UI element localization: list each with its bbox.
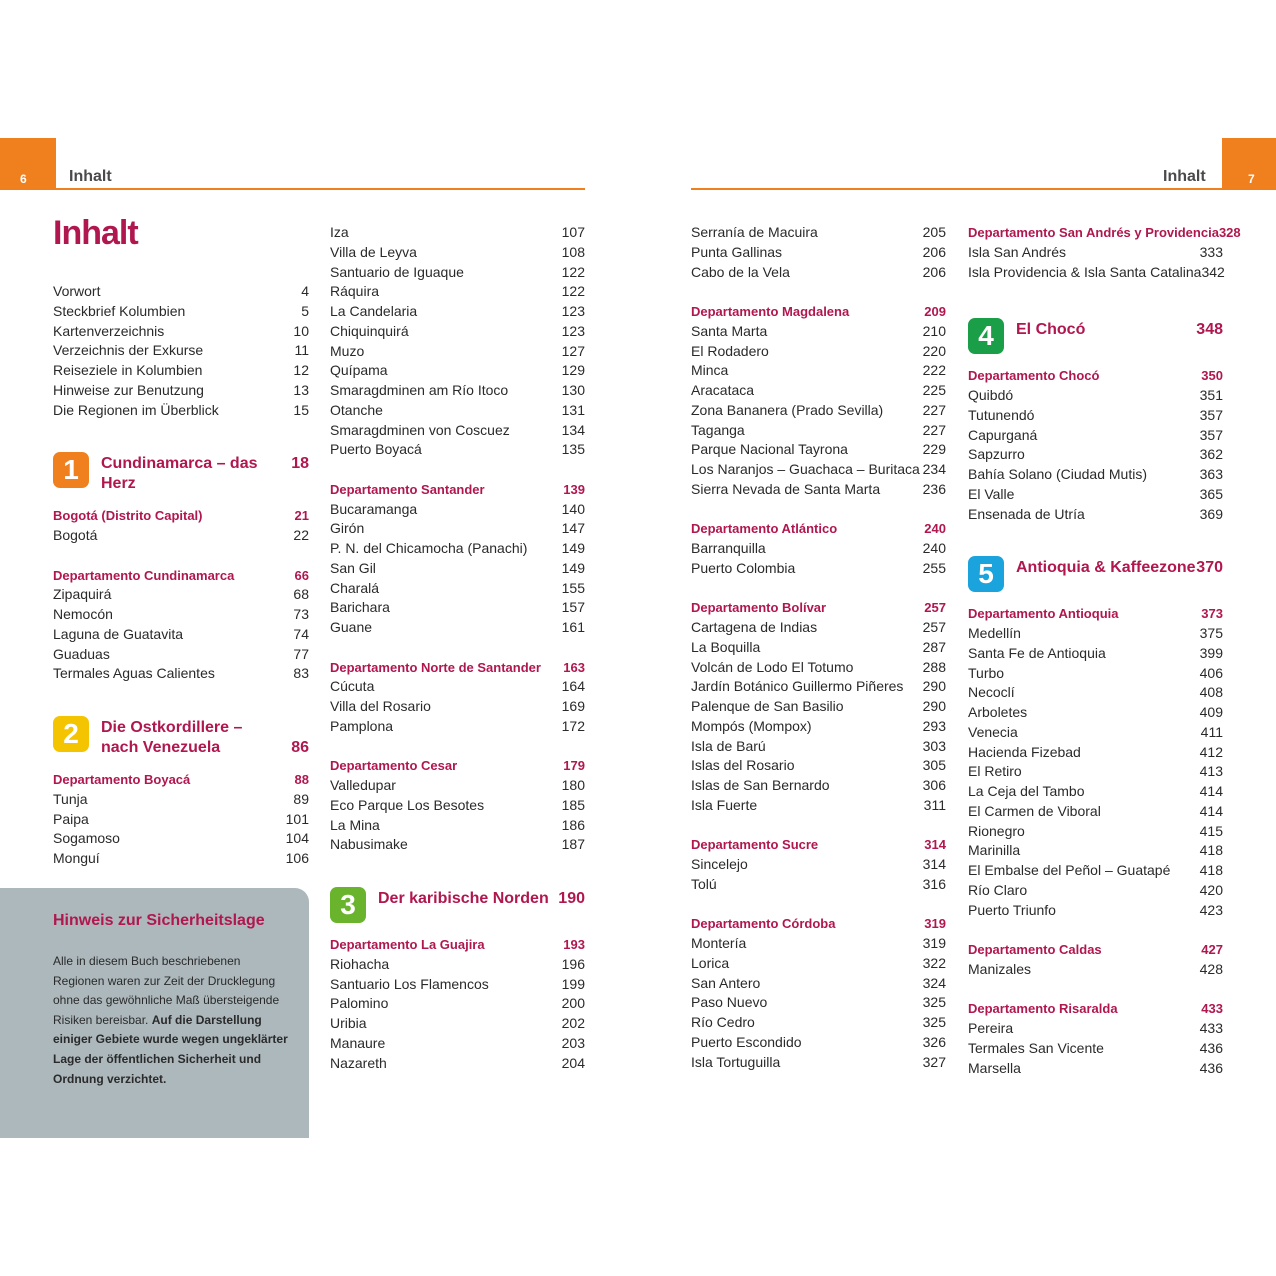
toc-entry[interactable]: Marsella 436 <box>968 1059 1223 1076</box>
toc-entry[interactable]: Aracataca 225 <box>691 382 946 398</box>
section-heading[interactable]: Departamento Santander 139 <box>330 481 585 497</box>
section-heading[interactable]: Departamento Chocó 350 <box>968 368 1223 384</box>
toc-entry[interactable]: Parque Nacional Tayrona 229 <box>691 441 946 458</box>
toc-entry[interactable]: San Antero 324 <box>691 974 946 991</box>
toc-entry[interactable]: El Retiro 413 <box>968 763 1223 780</box>
region-title: Cundinamarca – das Herz <box>101 455 258 493</box>
toc-entry[interactable]: Eco Parque Los Besotes 185 <box>330 796 585 813</box>
toc-entry[interactable]: Tolú 316 <box>691 875 946 892</box>
toc-entry[interactable]: El Rodadero 220 <box>691 342 946 359</box>
toc-column-3 <box>691 223 946 1072</box>
section-heading[interactable]: Departamento Boyacá 88 <box>53 772 309 787</box>
toc-entry[interactable]: Charalá 155 <box>330 579 585 596</box>
section-heading[interactable]: Departamento Cundinamarca 66 <box>53 567 309 583</box>
toc-entry[interactable]: Hinweise zur Benutzung 13 <box>53 381 309 398</box>
toc-entry[interactable]: Verzeichnis der Exkurse 11 <box>53 342 309 359</box>
toc-entry[interactable]: Girón 147 <box>330 520 585 537</box>
notice-text <box>53 952 295 1089</box>
running-head-right: Inhalt <box>1163 168 1206 185</box>
region-page: 190 <box>558 890 585 907</box>
toc-entry[interactable]: Arboletes 409 <box>968 704 1223 720</box>
toc-entry[interactable]: Isla Fuerte 311 <box>691 796 946 813</box>
toc-entry[interactable]: La Ceja del Tambo 414 <box>968 783 1223 799</box>
toc-entry[interactable]: Villa de Leyva 108 <box>330 243 585 260</box>
toc-column-2 <box>330 223 585 1073</box>
toc-entry[interactable]: San Gil 149 <box>330 559 585 576</box>
toc-entry[interactable]: Puerto Escondido 326 <box>691 1033 946 1050</box>
toc-entry[interactable]: Sincelejo 314 <box>691 856 946 872</box>
section-heading[interactable]: Departamento Sucre 314 <box>691 837 946 853</box>
toc-entry[interactable]: Bucaramanga 140 <box>330 500 585 517</box>
toc-entry[interactable]: Sapzurro 362 <box>968 446 1223 463</box>
toc-entry[interactable]: Marinilla 418 <box>968 842 1223 859</box>
toc-entry[interactable]: Villa del Rosario 169 <box>330 698 585 714</box>
toc-entry[interactable]: Cartagena de Indias 257 <box>691 619 946 635</box>
toc-entry[interactable]: Isla de Barú 303 <box>691 737 946 754</box>
toc-entry[interactable]: Ráquira 122 <box>330 283 585 300</box>
toc-entry[interactable]: Manizales 428 <box>968 960 1223 977</box>
toc-entry[interactable]: Otanche 131 <box>330 401 585 418</box>
toc-entry[interactable]: Steckbrief Kolumbien 5 <box>53 302 309 319</box>
region-title: Die Ostkordillere – nach Venezuela <box>101 719 243 756</box>
toc-column-4 <box>968 223 1241 1078</box>
region-number-badge: 1 <box>53 452 89 488</box>
region-page: 18 <box>291 455 309 473</box>
toc-entry[interactable]: Isla Providencia & Isla Santa Catalina 342 <box>968 263 1225 280</box>
toc-entry[interactable]: Barichara 157 <box>330 599 585 616</box>
toc-entry[interactable]: Uribia 202 <box>330 1015 585 1031</box>
toc-entry[interactable]: Pamplona 172 <box>330 717 585 734</box>
toc-entry[interactable]: Isla Tortuguilla 327 <box>691 1053 946 1070</box>
toc-entry[interactable]: Nazareth 204 <box>330 1054 585 1071</box>
toc-entry[interactable]: El Valle 365 <box>968 485 1223 502</box>
safety-notice-box <box>0 888 309 1138</box>
running-head-left: Inhalt <box>69 168 112 185</box>
toc-entry[interactable]: Santa Marta 210 <box>691 322 946 339</box>
toc-entry[interactable]: Taganga 227 <box>691 421 946 438</box>
header-rule-left <box>56 188 585 190</box>
region-title: El Chocó <box>1016 321 1086 339</box>
section-heading[interactable]: Departamento Antioquia 373 <box>968 606 1223 622</box>
toc-entry[interactable]: Puerto Colombia 255 <box>691 559 946 576</box>
toc-column-1 <box>53 282 309 869</box>
region-3-heading[interactable] <box>330 887 585 923</box>
toc-entry[interactable]: Die Regionen im Überblick 15 <box>53 401 309 418</box>
toc-entry[interactable]: Nabusimake 187 <box>330 836 585 853</box>
toc-entry[interactable]: Sogamoso 104 <box>53 830 309 847</box>
toc-entry[interactable]: Quípama 129 <box>330 362 585 379</box>
toc-entry[interactable]: Lorica 322 <box>691 954 946 971</box>
region-title: Der karibische Norden <box>378 890 549 907</box>
region-1-heading[interactable] <box>53 452 309 494</box>
toc-entry[interactable]: Palenque de San Basilio 290 <box>691 698 946 714</box>
toc-entry[interactable]: Reiseziele in Kolumbien 12 <box>53 362 309 378</box>
section-heading[interactable]: Bogotá (Distrito Capital) 21 <box>53 508 309 524</box>
toc-entry[interactable]: Tutunendó 357 <box>968 406 1223 423</box>
toc-entry[interactable]: Capurganá 357 <box>968 426 1223 443</box>
toc-entry[interactable]: Puerto Triunfo 423 <box>968 901 1223 918</box>
toc-entry[interactable]: Monguí 106 <box>53 850 309 866</box>
toc-entry[interactable]: Smaragdminen von Coscuez 134 <box>330 421 585 438</box>
toc-entry[interactable]: Los Naranjos – Guachaca – Buritaca 234 <box>691 461 946 477</box>
region-page: 86 <box>291 739 309 756</box>
section-heading[interactable]: Departamento La Guajira 193 <box>330 937 585 952</box>
toc-entry[interactable]: Santuario Los Flamencos 199 <box>330 975 585 992</box>
toc-entry[interactable]: Cúcuta 164 <box>330 678 585 695</box>
toc-entry[interactable]: Serranía de Macuira 205 <box>691 224 946 240</box>
notice-text-bold: Auf die Darstellung einiger Gebiete wurde wegen ungeklärter Lage der öffentlichen Sicherheit und Ordnung verzichtet. <box>53 1012 288 1086</box>
toc-entry[interactable]: Cabo de la Vela 206 <box>691 263 946 280</box>
section-heading[interactable]: Departamento Norte de Santander 163 <box>330 659 585 675</box>
region-number-badge: 5 <box>968 556 1004 592</box>
section-heading[interactable]: Departamento Risaralda 433 <box>968 1001 1223 1017</box>
toc-entry[interactable]: Guaduas 77 <box>53 645 309 662</box>
toc-entry[interactable]: Islas del Rosario 305 <box>691 757 946 774</box>
region-number-badge: 4 <box>968 318 1004 354</box>
toc-entry[interactable]: Paipa 101 <box>53 810 309 827</box>
region-number-badge: 3 <box>330 887 366 923</box>
toc-entry[interactable]: La Candelaria 123 <box>330 303 585 319</box>
section-heading[interactable]: Departamento Bolívar 257 <box>691 600 946 616</box>
toc-entry[interactable]: Volcán de Lodo El Totumo 288 <box>691 658 946 675</box>
toc-entry[interactable]: Barranquilla 240 <box>691 540 946 556</box>
region-5-heading[interactable] <box>968 556 1223 592</box>
toc-entry[interactable]: Turbo 406 <box>968 664 1223 681</box>
toc-entry[interactable]: Nemocón 73 <box>53 606 309 622</box>
page-title: Inhalt <box>53 214 138 252</box>
toc-entry[interactable]: Riohacha 196 <box>330 955 585 972</box>
section-heading[interactable]: Departamento Atlántico 240 <box>691 521 946 537</box>
toc-entry[interactable]: Manaure 203 <box>330 1034 585 1051</box>
toc-entry[interactable]: Muzo 127 <box>330 342 585 359</box>
toc-entry[interactable]: Termales Aguas Calientes 83 <box>53 665 309 682</box>
toc-entry[interactable]: Río Claro 420 <box>968 881 1223 898</box>
toc-entry[interactable]: P. N. del Chicamocha (Panachi) 149 <box>330 540 585 556</box>
region-page: 348 <box>1196 321 1223 339</box>
toc-entry[interactable]: Iza 107 <box>330 224 585 240</box>
toc-entry[interactable]: Pereira 433 <box>968 1020 1223 1036</box>
toc-entry[interactable]: Santa Fe de Antioquia 399 <box>968 644 1223 661</box>
toc-entry[interactable]: Ensenada de Utría 369 <box>968 505 1223 522</box>
page-number-tab-right <box>1222 138 1276 190</box>
toc-entry[interactable]: Río Cedro 325 <box>691 1014 946 1030</box>
toc-entry[interactable]: Punta Gallinas 206 <box>691 243 946 260</box>
section-heading[interactable]: Departamento Magdalena 209 <box>691 304 946 319</box>
region-title: Antioquia & Kaffeezone <box>1016 559 1196 577</box>
section-heading[interactable]: Departamento Cesar 179 <box>330 758 585 774</box>
toc-entry[interactable]: Rionegro 415 <box>968 822 1223 839</box>
page-number-left: 6 <box>20 172 27 186</box>
toc-entry[interactable]: Zipaquirá 68 <box>53 586 309 603</box>
toc-entry[interactable]: Isla San Andrés 333 <box>968 243 1223 260</box>
toc-entry[interactable]: Chiquinquirá 123 <box>330 322 585 339</box>
toc-entry[interactable]: Islas de San Bernardo 306 <box>691 777 946 793</box>
toc-entry[interactable]: El Embalse del Peñol – Guatapé 418 <box>968 862 1223 878</box>
notice-text-plain: Alle in diesem Buch beschriebenen Regionen waren zur Zeit der Drucklegung ohne das gewöhnliche Maß übersteigende Risiken bereisbar. <box>53 954 280 1027</box>
region-page: 370 <box>1196 559 1223 577</box>
toc-entry[interactable]: Bahía Solano (Ciudad Mutis) 363 <box>968 466 1223 482</box>
toc-entry[interactable]: Medellín 375 <box>968 625 1223 641</box>
toc-entry[interactable]: Bogotá 22 <box>53 527 309 543</box>
toc-entry[interactable]: Quibdó 351 <box>968 387 1223 403</box>
toc-entry[interactable]: Puerto Boyacá 135 <box>330 441 585 458</box>
region-2-heading[interactable] <box>53 716 309 758</box>
toc-entry[interactable]: La Mina 186 <box>330 816 585 833</box>
toc-entry[interactable]: La Boquilla 287 <box>691 638 946 655</box>
toc-entry[interactable]: Santuario de Iguaque 122 <box>330 263 585 280</box>
toc-entry[interactable]: Palomino 200 <box>330 995 585 1012</box>
toc-entry[interactable]: Laguna de Guatavita 74 <box>53 625 309 642</box>
toc-entry[interactable]: Mompós (Mompox) 293 <box>691 717 946 734</box>
toc-entry[interactable]: Venecia 411 <box>968 723 1223 740</box>
front-matter-list <box>53 282 309 420</box>
toc-entry[interactable]: Minca 222 <box>691 362 946 379</box>
toc-entry[interactable]: Hacienda Fizebad 412 <box>968 743 1223 760</box>
toc-entry[interactable]: Sierra Nevada de Santa Marta 236 <box>691 480 946 497</box>
toc-entry[interactable]: El Carmen de Viboral 414 <box>968 802 1223 819</box>
page-number-tab-left <box>0 138 56 190</box>
region-number-badge: 2 <box>53 716 89 752</box>
notice-title: Hinweis zur Sicherheitslage <box>53 912 265 929</box>
toc-entry[interactable]: Kartenverzeichnis 10 <box>53 322 309 339</box>
toc-entry[interactable]: Tunja 89 <box>53 790 309 807</box>
section-heading[interactable]: Departamento Caldas 427 <box>968 942 1223 957</box>
toc-entry[interactable]: Necoclí 408 <box>968 684 1223 701</box>
toc-entry[interactable]: Guane 161 <box>330 619 585 635</box>
toc-entry[interactable]: Smaragdminen am Río Itoco 130 <box>330 382 585 398</box>
section-heading[interactable]: Departamento San Andrés y Providencia 328 <box>968 225 1241 240</box>
toc-entry[interactable]: Vorwort 4 <box>53 283 309 299</box>
toc-entry[interactable]: Montería 319 <box>691 935 946 951</box>
page-number-right: 7 <box>1248 172 1255 186</box>
toc-entry[interactable]: Zona Bananera (Prado Sevilla) 227 <box>691 401 946 418</box>
toc-entry[interactable]: Paso Nuevo 325 <box>691 994 946 1011</box>
section-heading[interactable]: Departamento Córdoba 319 <box>691 916 946 932</box>
header-rule-right <box>691 188 1222 190</box>
toc-entry[interactable]: Termales San Vicente 436 <box>968 1039 1223 1056</box>
toc-entry[interactable]: Valledupar 180 <box>330 777 585 793</box>
region-4-heading[interactable] <box>968 318 1223 354</box>
toc-entry[interactable]: Jardín Botánico Guillermo Piñeres 290 <box>691 678 946 695</box>
